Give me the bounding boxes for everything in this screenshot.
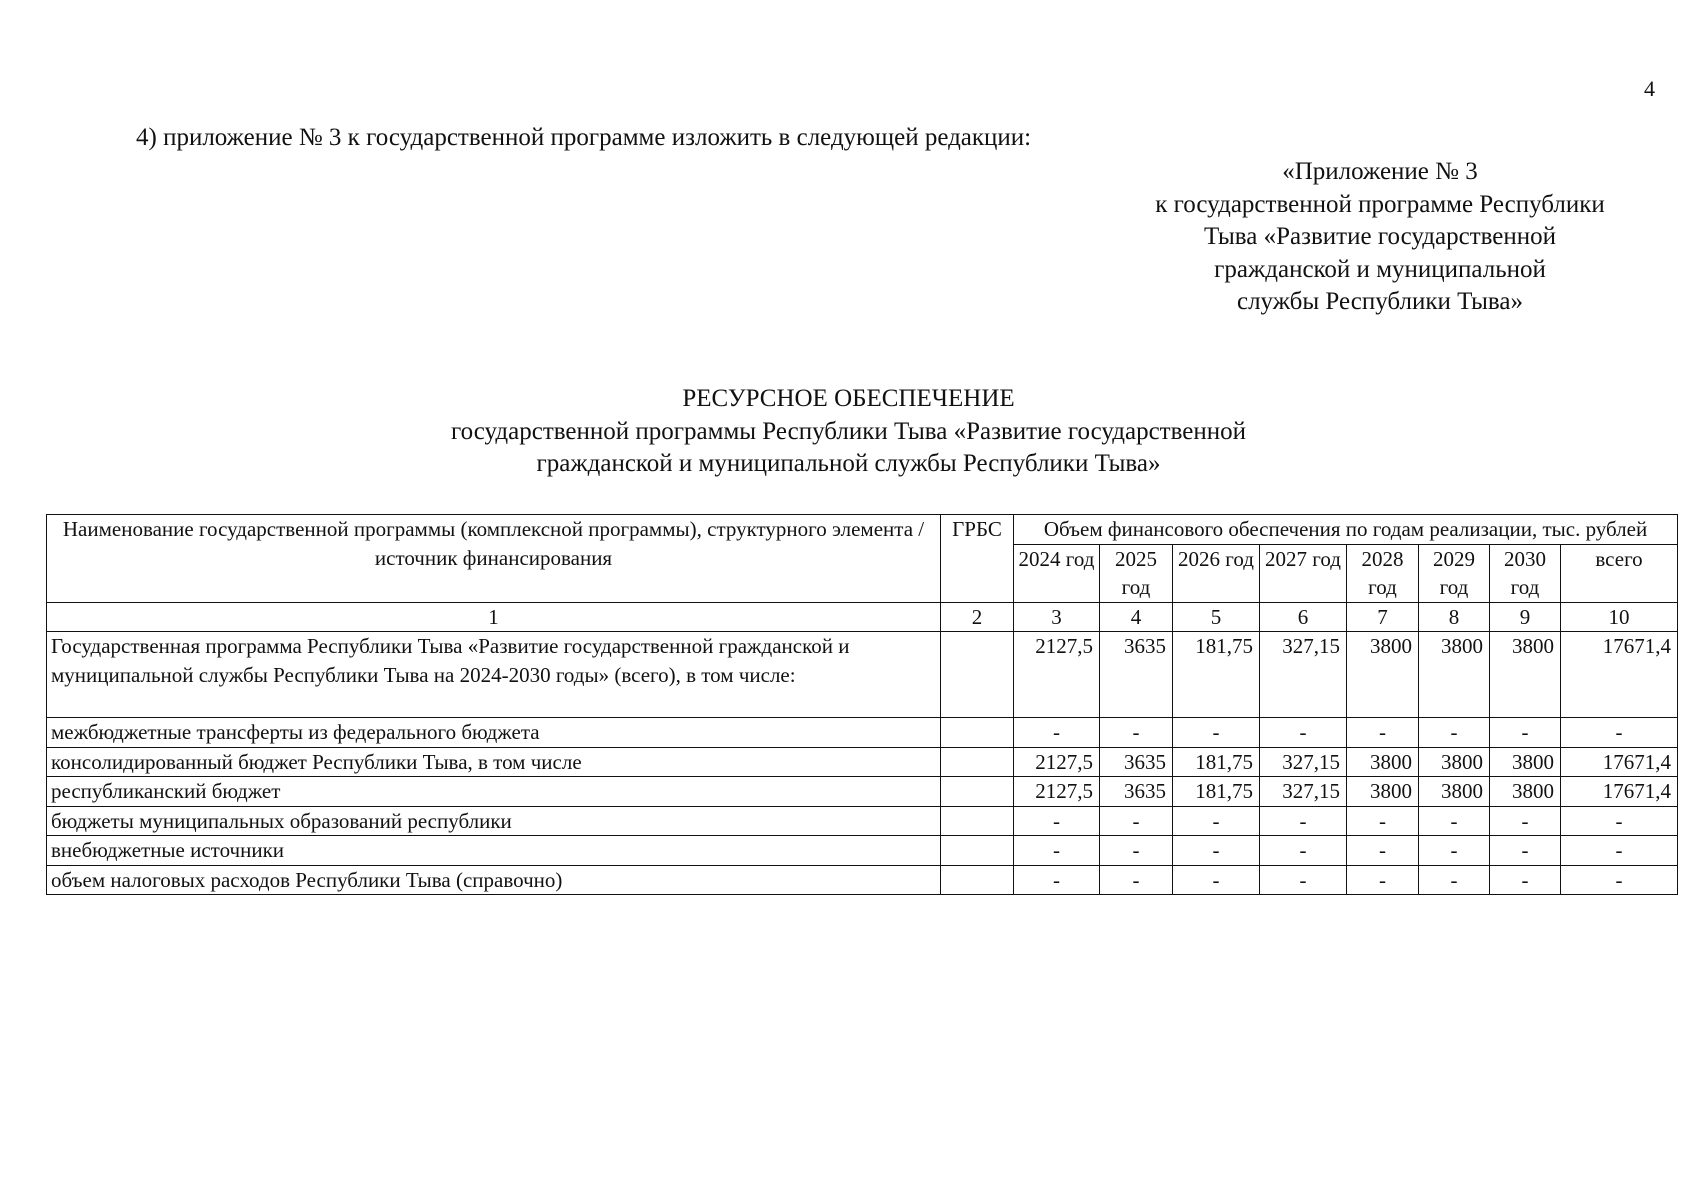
row-value: -: [1014, 865, 1100, 895]
header-row: [47, 515, 1678, 545]
table-row: [47, 747, 1678, 777]
row-value: -: [1419, 718, 1490, 748]
row-value: 2127,5: [1014, 747, 1100, 777]
row-name: объем налоговых расходов Республики Тыва (справочно): [47, 865, 941, 895]
row-total: -: [1561, 836, 1678, 866]
row-value: -: [1014, 836, 1100, 866]
row-value: 181,75: [1173, 747, 1260, 777]
appendix-note-line: «Приложение № 3: [1282, 158, 1478, 185]
header-grbs: ГРБС: [941, 515, 1014, 603]
table-row: [47, 806, 1678, 836]
row-grbs: [941, 632, 1014, 718]
row-value: -: [1260, 865, 1347, 895]
row-value: 181,75: [1173, 777, 1260, 807]
row-grbs: [941, 806, 1014, 836]
row-value: -: [1173, 836, 1260, 866]
row-value: 327,15: [1260, 747, 1347, 777]
row-value: 3635: [1100, 632, 1173, 718]
column-number: 8: [1419, 602, 1490, 632]
resource-table: [46, 514, 1678, 895]
row-value: 3800: [1419, 632, 1490, 718]
row-name: Государственная программа Республики Тыва «Развитие государственной гражданской и муниципальной службы Республики Тыва на 2024-2030 годы» (всего), в том числе:: [47, 632, 941, 718]
column-number: 5: [1173, 602, 1260, 632]
row-value: 3635: [1100, 777, 1173, 807]
row-value: 327,15: [1260, 777, 1347, 807]
row-value: 181,75: [1173, 632, 1260, 718]
row-value: 3800: [1347, 632, 1419, 718]
table-row: [47, 632, 1678, 718]
column-number: 4: [1100, 602, 1173, 632]
row-value: -: [1100, 865, 1173, 895]
row-name: бюджеты муниципальных образований республики: [47, 806, 941, 836]
row-value: -: [1490, 718, 1561, 748]
row-value: -: [1347, 806, 1419, 836]
row-total: 17671,4: [1561, 632, 1678, 718]
appendix-note-line: гражданской и муниципальной: [1214, 255, 1546, 283]
row-value: -: [1260, 836, 1347, 866]
header-year: 2027 год: [1260, 544, 1347, 602]
row-value: 3800: [1419, 777, 1490, 807]
column-number: 3: [1014, 602, 1100, 632]
row-name: межбюджетные трансферты из федерального бюджета: [47, 718, 941, 748]
row-name: консолидированный бюджет Республики Тыва, в том числе: [47, 747, 941, 777]
row-value: 2127,5: [1014, 632, 1100, 718]
column-numbers-row: [47, 602, 1678, 632]
row-value: 3800: [1419, 747, 1490, 777]
row-value: -: [1014, 718, 1100, 748]
page-number: 4: [1644, 76, 1655, 101]
appendix-note-line: службы Республики Тыва»: [1236, 288, 1523, 315]
header-year: 2025 год: [1100, 544, 1173, 602]
row-name: внебюджетные источники: [47, 836, 941, 866]
row-value: 3800: [1490, 777, 1561, 807]
row-value: 3800: [1490, 747, 1561, 777]
row-value: 3800: [1347, 777, 1419, 807]
row-grbs: [941, 836, 1014, 866]
row-value: -: [1490, 806, 1561, 836]
row-value: -: [1419, 865, 1490, 895]
column-number: 10: [1561, 602, 1678, 632]
appendix-note-line: к государственной программе Республики: [1155, 190, 1605, 218]
row-value: -: [1100, 718, 1173, 748]
row-total: 17671,4: [1561, 777, 1678, 807]
column-number: 7: [1347, 602, 1419, 632]
column-number: 1: [47, 602, 941, 632]
document-title: [0, 383, 1697, 481]
row-value: -: [1173, 718, 1260, 748]
header-year: 2026 год: [1173, 544, 1260, 602]
row-value: -: [1490, 865, 1561, 895]
row-value: 3800: [1490, 632, 1561, 718]
row-total: -: [1561, 806, 1678, 836]
row-grbs: [941, 865, 1014, 895]
row-value: 3800: [1347, 747, 1419, 777]
table-row: [47, 836, 1678, 866]
row-value: 327,15: [1260, 632, 1347, 718]
appendix-note: [1110, 156, 1650, 319]
row-value: -: [1347, 836, 1419, 866]
row-value: -: [1173, 806, 1260, 836]
table-row: [47, 777, 1678, 807]
header-total: всего: [1561, 544, 1678, 602]
header-volume: Объем финансового обеспечения по годам реализации, тыс. рублей: [1014, 515, 1678, 545]
row-value: -: [1419, 806, 1490, 836]
column-number: 6: [1260, 602, 1347, 632]
row-grbs: [941, 718, 1014, 748]
header-name: Наименование государственной программы (комплексной программы), структурного элемента / источник финансирования: [47, 515, 941, 603]
resource-table-body: [47, 515, 1678, 895]
document-title-line: РЕСУРСНОЕ ОБЕСПЕЧЕНИЕ: [682, 385, 1015, 412]
row-value: -: [1347, 865, 1419, 895]
row-value: -: [1419, 836, 1490, 866]
row-total: 17671,4: [1561, 747, 1678, 777]
document-title-line: гражданской и муниципальной службы Республики Тыва»: [536, 450, 1161, 477]
document-title-line: государственной программы Республики Тыва «Развитие государственной: [450, 417, 1247, 445]
row-value: -: [1100, 806, 1173, 836]
row-total: -: [1561, 865, 1678, 895]
row-name: республиканский бюджет: [47, 777, 941, 807]
appendix-note-line: Тыва «Развитие государственной: [1203, 223, 1557, 250]
row-value: -: [1347, 718, 1419, 748]
header-year: 2028 год: [1347, 544, 1419, 602]
column-number: 2: [941, 602, 1014, 632]
row-value: 3635: [1100, 747, 1173, 777]
row-value: -: [1260, 718, 1347, 748]
row-grbs: [941, 747, 1014, 777]
header-year: 2024 год: [1014, 544, 1100, 602]
row-value: -: [1014, 806, 1100, 836]
header-year: 2029 год: [1419, 544, 1490, 602]
table-row: [47, 865, 1678, 895]
row-value: -: [1260, 806, 1347, 836]
column-number: 9: [1490, 602, 1561, 632]
row-value: 2127,5: [1014, 777, 1100, 807]
row-value: -: [1490, 836, 1561, 866]
row-value: -: [1100, 836, 1173, 866]
header-year: 2030 год: [1490, 544, 1561, 602]
row-grbs: [941, 777, 1014, 807]
row-value: -: [1173, 865, 1260, 895]
intro-paragraph: 4) приложение № 3 к государственной программе изложить в следующей редакции:: [136, 124, 1032, 151]
table-row: [47, 718, 1678, 748]
row-total: -: [1561, 718, 1678, 748]
